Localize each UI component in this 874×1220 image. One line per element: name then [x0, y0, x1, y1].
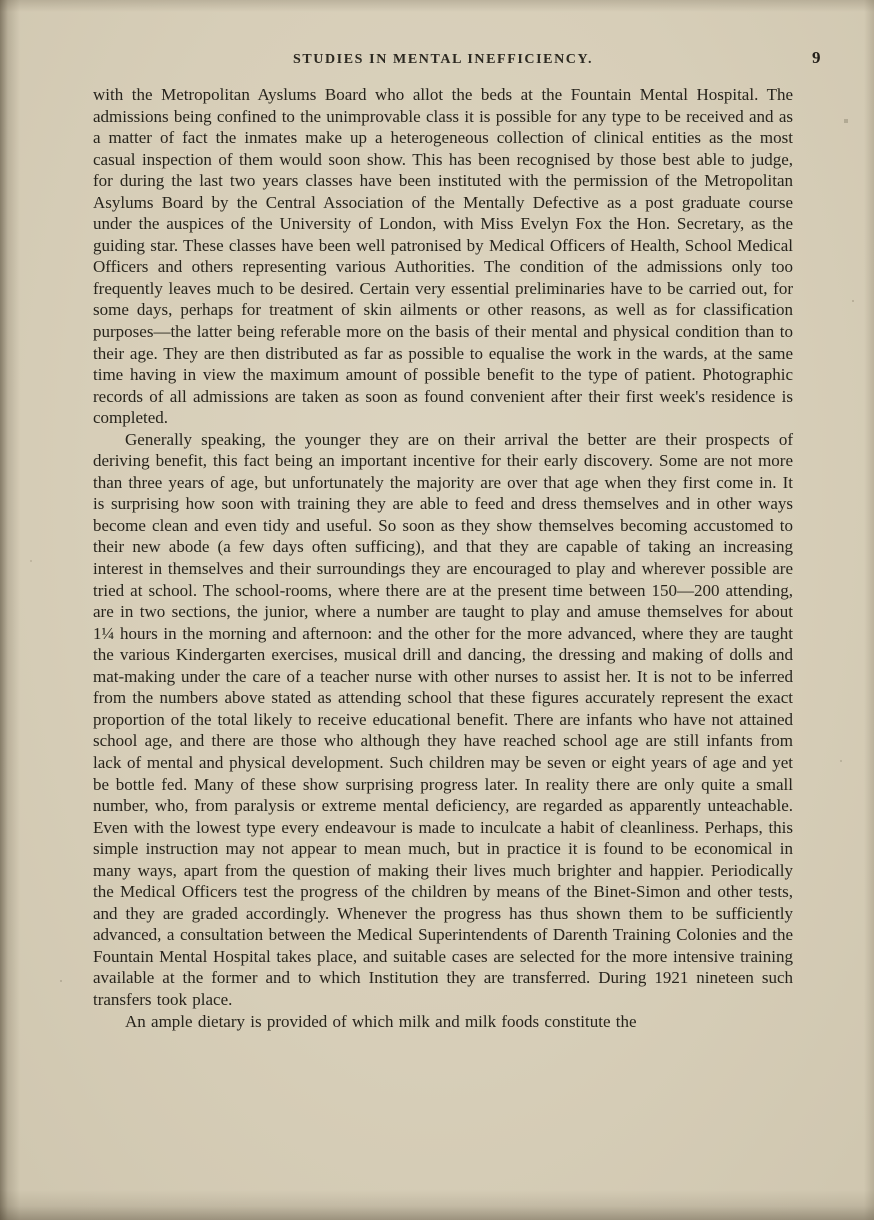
paragraph-partial: An ample dietary is provided of which milk and milk foods constitute the	[125, 1011, 637, 1031]
scan-speckles	[0, 0, 2, 2]
paragraph: Generally speaking, the younger they are on their arrival the better are their prospects of deriving benefit, this fact being an important incentive for their early discovery. Some are not more than three years of age, but unfortunately the majority are over that age when they first come in. It is surprising how soon with training they are able to feed and dress themselves and in other ways become clean and even tidy and useful. So soon as they show themselves becoming accustomed to their new abode (a few days often sufficing), and that they are capable of taking an increasing interest in themselves and their surroundings they are encouraged to play and wherever possible are tried at school. The school-rooms, where there are at the present time between 150—200 attending, are in two sections, the junior, where a number are taught to play and amuse themselves for about 1¼ hours in the morning and afternoon: and the other for the more advanced, where they are taught the various Kindergarten exercises, musical drill and dancing, the dressing and making of dolls and mat-making under the care of a teacher nurse with other nurses to assist her. It is not to be inferred from the numbers above stated as attending school that these figures accurately represent the exact proportion of the total likely to receive educational benefit. There are infants who have not attained school age, and there are those who although they have reached school age are still infants from lack of mental and physical development. Such children may be seven or eight years of age and yet be bottle fed. Many of these show surprising progress later. In reality there are only quite a small number, who, from paralysis or extreme mental deficiency, are regarded as apparently unteachable. Even with the lowest type every endeavour is made to inculcate a habit of cleanliness. Perhaps, this simple instruction may not appear to mean much, but in practice it is found to be economical in many ways, apart from the question of making their lives much brighter and happier. Periodically the Medical Officers test the progress of the children by means of the Binet-Simon and other tests, and they are graded accordingly. Whenever the progress has thus shown them to be sufficiently advanced, a consultation between the Medical Superintendents of Darenth Training Colonies and the Fountain Mental Hospital takes place, and suitable cases are selected for the more intensive training available at the former and to which Institution they are transferred. During 1921 nineteen such transfers took place.	[93, 429, 793, 1009]
page-header	[93, 48, 821, 74]
paragraph-continuation: with the Metropolitan Ayslums Board who allot the beds at the Fountain Mental Hospital. The admissions being confined to the unimprovable class it is possible for any type to be received and as a matter of fact the inmates make up a heterogeneous collection of clinical entities as the most casual inspection of them would soon show. This has been recognised by those best able to judge, for during the last two years classes have been instituted with the permission of the Metropolitan Asylums Board by the Central Association of the Mentally Defective as a post graduate course under the auspices of the University of London, with Miss Evelyn Fox the Hon. Secretary, as the guiding star. These classes have been well patronised by Medical Officers of Health, School Medical Officers and others representing various Authorities. The condition of the admissions only too frequently leaves much to be desired. Certain very essential preliminaries have to be carried out, for some days, perhaps for treatment of skin ailments or other reasons, as well as for classification purposes—the latter being referable more on the basis of their mental and physical condition than to their age. They are then distributed as far as possible to equalise the work in the wards, at the same time having in view the maximum amount of possible benefit to the type of patient. Photographic records of all admissions are taken as soon as found convenient after their first week's residence is completed.	[93, 85, 793, 428]
running-head-title: STUDIES IN MENTAL INEFFICIENCY.	[292, 52, 594, 67]
page-number: 9	[812, 48, 821, 67]
page-body	[93, 84, 793, 1032]
